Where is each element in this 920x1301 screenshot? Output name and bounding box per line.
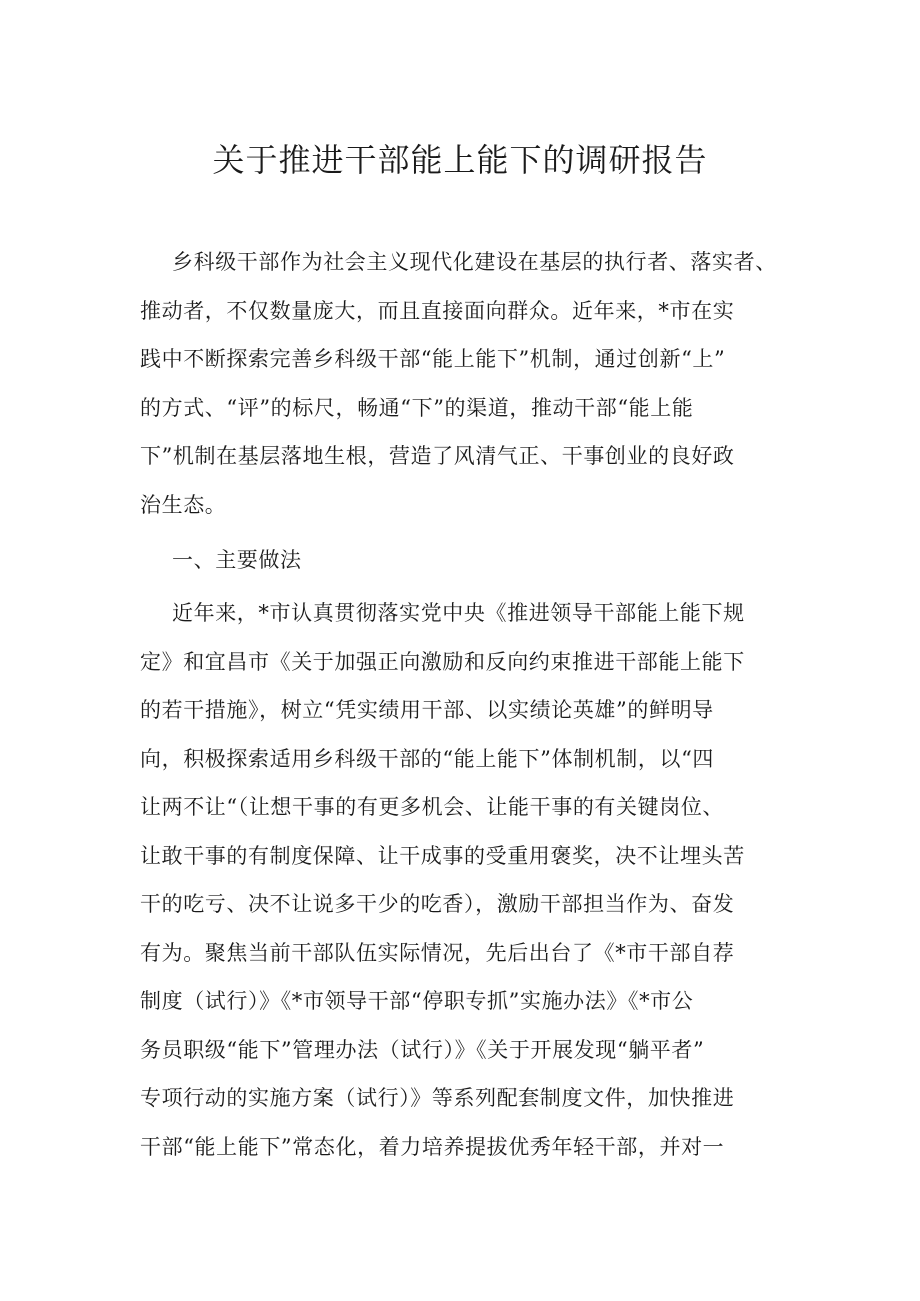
- intro-line-6: 治生态。: [140, 493, 227, 517]
- body-line-10: 务员职级“能下”管理办法（试行）》《关于开展发现“躺平者”: [140, 1038, 705, 1062]
- body-line-4: 向，积极探索适用乡科级干部的“能上能下”体制机制，以“四: [140, 747, 715, 771]
- section-heading: 一、主要做法: [172, 548, 302, 572]
- body-line-12: 干部“能上能下”常态化，着力培养提拔优秀年轻干部，并对一: [140, 1135, 725, 1159]
- body-line-1: 近年来，*市认真贯彻落实党中央《推进领导干部能上能下规: [172, 601, 745, 625]
- intro-line-4: 的方式、“评”的标尺，畅通“下”的渠道，推动干部“能上能: [140, 396, 694, 420]
- body-line-3: 的若干措施》，树立“凭实绩用干部、以实绩论英雄”的鲜明导: [140, 698, 714, 722]
- intro-line-5: 下”机制在基层落地生根，营造了风清气正、干事创业的良好政: [140, 444, 735, 468]
- document-title: 关于推进干部能上能下的调研报告: [212, 141, 708, 179]
- body-line-9: 制度（试行）》《*市领导干部“停职专抓”实施办法》《*市公: [140, 989, 694, 1013]
- body-line-11: 专项行动的实施方案（试行）》等系列配套制度文件，加快推进: [140, 1086, 735, 1110]
- body-line-7: 干的吃亏、决不让说多干少的吃香），激励干部担当作为、奋发: [140, 892, 735, 916]
- intro-line-2: 推动者，不仅数量庞大，而且直接面向群众。近年来，*市在实: [140, 299, 735, 323]
- body-line-5: 让两不让“（让想干事的有更多机会、让能干事的有关键岗位、: [140, 795, 725, 819]
- intro-line-3: 践中不断探索完善乡科级干部“能上能下”机制，通过创新“上”: [140, 347, 726, 371]
- body-line-6: 让敢干事的有制度保障、让干成事的受重用褒奖，决不让埋头苦: [140, 844, 745, 868]
- body-line-8: 有为。聚焦当前干部队伍实际情况，先后出台了《*市干部自荐: [140, 941, 735, 965]
- intro-line-1: 乡科级干部作为社会主义现代化建设在基层的执行者、落实者、: [172, 250, 777, 274]
- body-line-2: 定》和宜昌市《关于加强正向激励和反向约束推进干部能上能下: [140, 650, 745, 674]
